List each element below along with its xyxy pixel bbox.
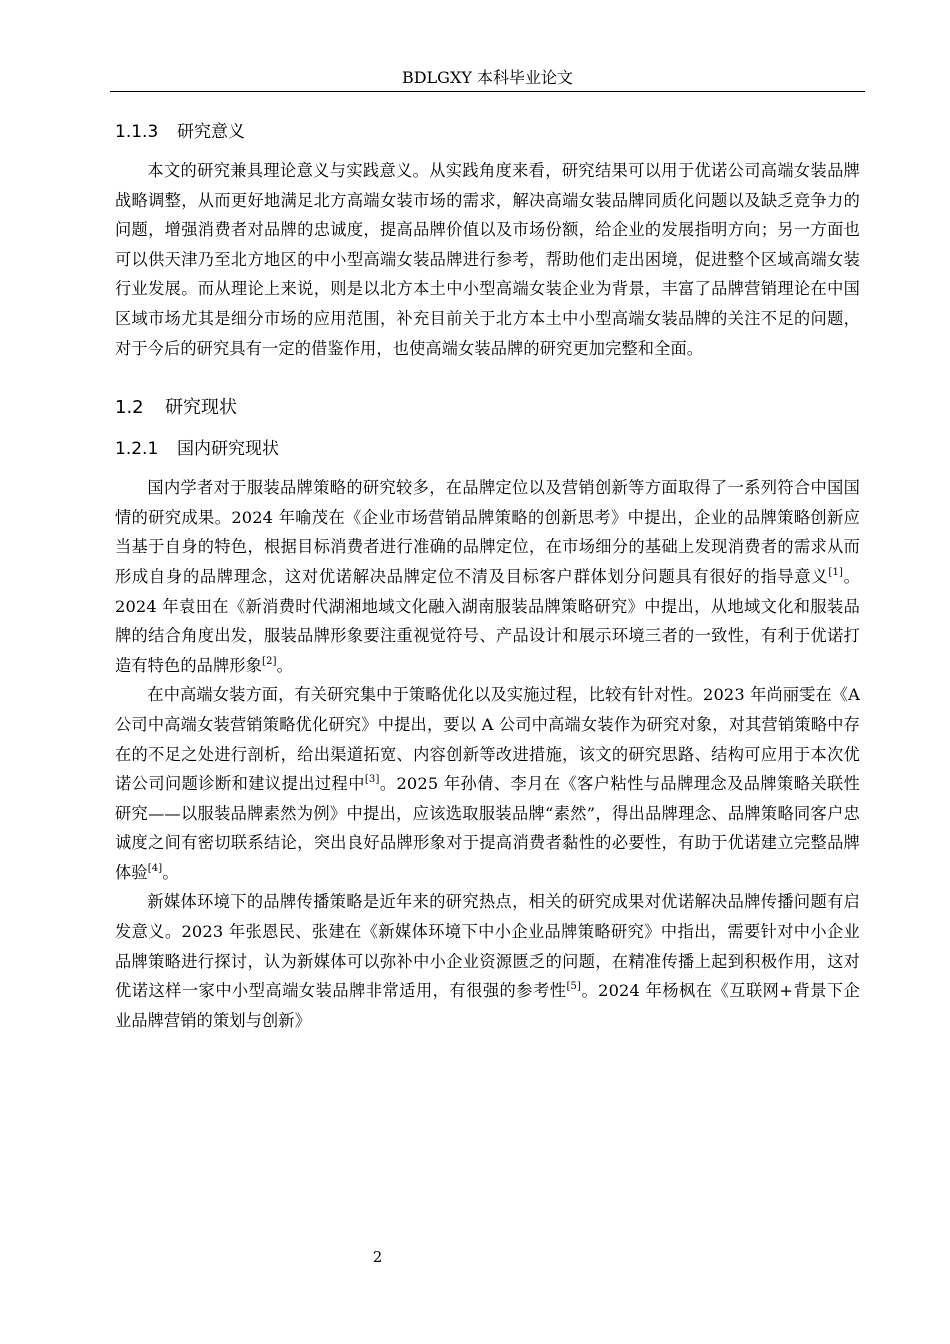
section-number: 1.2 bbox=[115, 397, 144, 419]
section-heading-1-2 bbox=[115, 393, 860, 423]
section-title: 国内研究现状 bbox=[177, 439, 279, 460]
citation-marker: [2] bbox=[262, 655, 277, 667]
page-number: 2 bbox=[372, 1248, 383, 1266]
section-heading-1-2-1 bbox=[115, 435, 860, 463]
paragraph-new-media-communication bbox=[115, 887, 860, 1035]
section-heading-1-1-3 bbox=[115, 118, 860, 146]
paragraph-research-significance bbox=[115, 156, 860, 363]
page-header: BDLGXY 本科毕业论文 bbox=[401, 68, 574, 87]
citation-marker: [5] bbox=[566, 981, 582, 993]
paragraph-text: 新媒体环境下的品牌传播策略是近年来的研究热点，相关的研究成果对优诺解决品牌传播问题有启发意义。2023 年张恩民、张建在《新媒体环境下中小企业品牌策略研究》中指出，需要针对中小企业品牌策略进行探讨，认为新媒体可以弥补中小企业资源匮乏的问题，在精准传播上起到积极作用，这对优诺这样一家中小型高端女装品牌非常适用，有很强的参考性 bbox=[115, 892, 860, 1001]
header-rule bbox=[110, 91, 865, 92]
paragraph-text: 。2024 年袁田在《新消费时代湖湘地域文化融入湖南服装品牌策略研究》中提出，从地域文化和服装品牌的结合角度出发，服装品牌形象要注重视觉符号、产品设计和展示环境三者的一致性，有利于优诺打造有特色的品牌形象 bbox=[115, 566, 861, 675]
paragraph-domestic-brand-strategy bbox=[115, 473, 860, 680]
citation-marker: [4] bbox=[147, 862, 163, 874]
citation-marker: [1] bbox=[828, 566, 844, 578]
section-title: 研究意义 bbox=[177, 122, 245, 142]
section-number: 1.1.3 bbox=[115, 122, 159, 142]
page-body bbox=[115, 118, 860, 1035]
paragraph-text: 国内学者对于服装品牌策略的研究较多，在品牌定位以及营销创新等方面取得了一系列符合中国国情的研究成果。2024 年喻茂在《企业市场营销品牌策略的创新思考》中提出，企业的品牌策略创新应当基于自身的特色，根据目标消费者进行准确的品牌定位，在市场细分的基础上发现消费者的需求从而形成自身的品牌理念，这对优诺解决品牌定位不清及目标客户群体划分问题具有很好的指导意义 bbox=[115, 478, 860, 586]
paragraph-text: 。2025 年孙倩、李月在《客户粘性与品牌理念及品牌策略关联性研究——以服装品牌素然为例》中提出，应该选取服装品牌“素然”，得出品牌理念、品牌策略同客户忠诚度之间有密切联系结论，突出良好品牌形象对于提高消费者黏性的必要性，有助于优诺建立完整品牌体验 bbox=[115, 774, 861, 882]
paragraph-high-end-womenswear bbox=[115, 680, 860, 887]
paragraph-text: 在中高端女装方面，有关研究集中于策略优化以及实施过程，比较有针对性。2023 年尚丽雯在《A 公司中高端女装营销策略优化研究》中提出，要以 A 公司中高端女装作为研究对象，对其营销策略中存在的不足之处进行剖析，给出渠道拓宽、内容创新等改进措施，该文的研究思路、结构可应用于本次优诺公司问题诊断和建议提出过程中 bbox=[115, 685, 860, 794]
section-number: 1.2.1 bbox=[115, 439, 159, 460]
paragraph-text: 。 bbox=[276, 655, 294, 675]
section-title: 研究现状 bbox=[165, 397, 237, 419]
paragraph-text: 。2024 年杨枫在《互联网+背景下企业品牌营销的策划与创新》 bbox=[115, 981, 860, 1030]
paragraph-text: 本文的研究兼具理论意义与实践意义。从实践角度来看，研究结果可以用于优诺公司高端女装品牌战略调整，从而更好地满足北方高端女装市场的需求，解决高端女装品牌同质化问题以及缺乏竞争力的问题，增强消费者对品牌的忠诚度，提高品牌价值以及市场份额，给企业的发展指明方向；另一方面也可以供天津乃至北方地区的中小型高端女装品牌进行参考，帮助他们走出困境，促进整个区域高端女装行业发展。而从理论上来说，则是以北方本土中小型高端女装企业为背景，丰富了品牌营销理论在中国区域市场尤其是细分市场的应用范围，补充目前关于北方本土中小型高端女装品牌的关注不足的问题，对于今后的研究具有一定的借鉴作用，也使高端女装品牌的研究更加完整和全面。 bbox=[115, 161, 860, 358]
paragraph-text: 。 bbox=[162, 862, 179, 882]
citation-marker: [3] bbox=[364, 774, 380, 786]
